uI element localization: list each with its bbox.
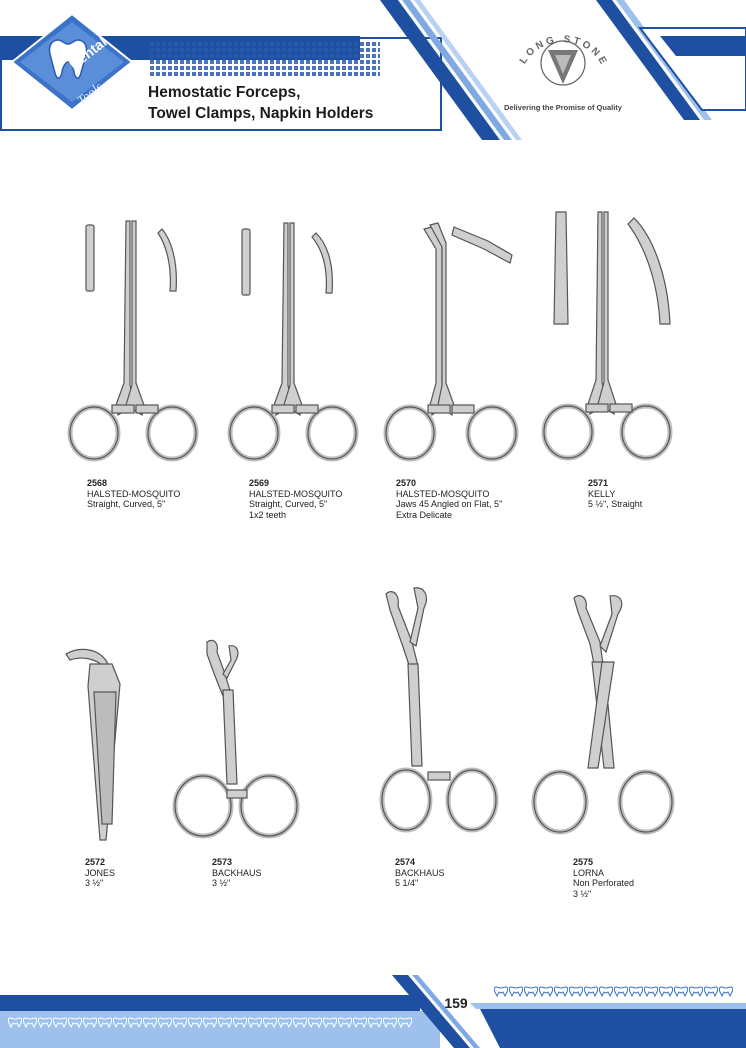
tooth-icon xyxy=(203,1017,217,1028)
tooth-icon xyxy=(509,986,523,997)
tooth-icon xyxy=(569,986,583,997)
tooth-icon xyxy=(719,986,733,997)
product-name: BACKHAUS xyxy=(212,867,262,878)
tooth-icon xyxy=(68,1017,82,1028)
product-code: 2569 xyxy=(249,478,270,488)
tooth-icon xyxy=(383,1017,397,1028)
product-name: LORNA xyxy=(573,867,605,878)
tooth-icon xyxy=(53,1017,67,1028)
product-code: 2573 xyxy=(212,857,233,867)
tooth-icon xyxy=(143,1017,157,1028)
tooth-icon xyxy=(629,986,643,997)
product-label-2573 xyxy=(212,857,262,889)
product-label-2575 xyxy=(573,857,634,899)
brand-logo-text xyxy=(66,33,146,110)
product-detail: Non Perforated xyxy=(573,878,635,888)
tooth-icon xyxy=(83,1017,97,1028)
tooth-icon xyxy=(8,1017,22,1028)
product-detail: 3 ½" xyxy=(573,888,592,899)
tooth-icon xyxy=(524,986,538,997)
tooth-icon xyxy=(614,986,628,997)
product-code: 2575 xyxy=(573,857,594,867)
product-code: 2568 xyxy=(87,478,108,488)
tagline: Delivering the Promise of Quality xyxy=(504,103,622,112)
tooth-icon xyxy=(113,1017,127,1028)
tooth-icon xyxy=(368,1017,382,1028)
product-detail: 1x2 teeth xyxy=(249,509,287,520)
product-code: 2570 xyxy=(396,478,417,488)
tooth-icon xyxy=(278,1017,292,1028)
tooth-icon xyxy=(128,1017,142,1028)
tooth-icon xyxy=(704,986,718,997)
logo-text: LONG STONE xyxy=(517,34,610,69)
forceps-illustration-2570 xyxy=(380,215,540,475)
title-line1: Hemostatic Forceps, xyxy=(148,84,301,101)
product-detail: 5 ½", Straight xyxy=(588,499,643,509)
brand-line1: Dental xyxy=(66,33,110,73)
product-label-2568 xyxy=(87,478,180,510)
tooth-icon xyxy=(38,1017,52,1028)
tooth-icon xyxy=(323,1017,337,1028)
clamp-illustration-2574 xyxy=(378,586,508,844)
tooth-icon xyxy=(188,1017,202,1028)
tooth-icon xyxy=(689,986,703,997)
page-title xyxy=(148,82,448,124)
tooth-icon xyxy=(218,1017,232,1028)
tooth-icon xyxy=(173,1017,187,1028)
product-detail: Straight, Curved, 5" xyxy=(249,499,328,509)
tooth-icon xyxy=(659,986,673,997)
tooth-icon xyxy=(233,1017,247,1028)
product-detail: Jaws 45 Angled on Flat, 5" xyxy=(396,499,503,509)
tooth-icon xyxy=(23,1017,37,1028)
tooth-icon xyxy=(644,986,658,997)
product-code: 2572 xyxy=(85,857,106,867)
product-label-2569 xyxy=(249,478,342,520)
longstone-logo-text xyxy=(508,24,618,84)
product-detail: Straight, Curved, 5" xyxy=(87,499,166,509)
product-label-2571 xyxy=(588,478,642,510)
product-detail: 3 ½" xyxy=(85,878,104,888)
product-detail: 5 1/4" xyxy=(395,878,419,888)
title-line2: Towel Clamps, Napkin Holders xyxy=(148,105,374,122)
tooth-icon xyxy=(554,986,568,997)
tooth-icon xyxy=(494,986,508,997)
tooth-icon xyxy=(353,1017,367,1028)
page-number: 159 xyxy=(444,995,468,1011)
product-name: HALSTED-MOSQUITO xyxy=(396,488,490,499)
product-label-2570 xyxy=(396,478,502,520)
tooth-icon xyxy=(398,1017,412,1028)
tooth-icon xyxy=(158,1017,172,1028)
product-name: KELLY xyxy=(588,488,616,499)
product-name: JONES xyxy=(85,867,116,878)
product-label-2572 xyxy=(85,857,115,889)
tooth-icon xyxy=(248,1017,262,1028)
product-detail: Extra Delicate xyxy=(396,509,453,520)
product-code: 2571 xyxy=(588,478,609,488)
tooth-icon xyxy=(539,986,553,997)
forceps-illustration-2571 xyxy=(538,208,698,476)
tooth-icon xyxy=(293,1017,307,1028)
product-name: HALSTED-MOSQUITO xyxy=(249,488,343,499)
tooth-icon xyxy=(338,1017,352,1028)
tooth-icon xyxy=(584,986,598,997)
product-name: HALSTED-MOSQUITO xyxy=(87,488,181,499)
brand-line2: Tools xyxy=(74,78,106,108)
svg-text:LONG STONE xyxy=(518,34,610,69)
product-detail: 3 ½" xyxy=(212,878,231,888)
clamp-illustration-2572 xyxy=(60,644,140,844)
tooth-icon xyxy=(263,1017,277,1028)
clamp-illustration-2573 xyxy=(165,634,305,844)
tooth-icon xyxy=(599,986,613,997)
tooth-icon xyxy=(674,986,688,997)
product-code: 2574 xyxy=(395,857,416,867)
footer-teeth-pattern-right xyxy=(494,986,733,997)
tooth-icon xyxy=(98,1017,112,1028)
tooth-icon xyxy=(308,1017,322,1028)
product-label-2574 xyxy=(395,857,445,889)
footer-teeth-pattern-left xyxy=(8,1017,412,1028)
forceps-illustration-2569 xyxy=(220,215,380,475)
napkin-holder-illustration-2575 xyxy=(530,592,680,844)
product-name: BACKHAUS xyxy=(395,867,445,878)
forceps-illustration-2568 xyxy=(60,215,220,475)
